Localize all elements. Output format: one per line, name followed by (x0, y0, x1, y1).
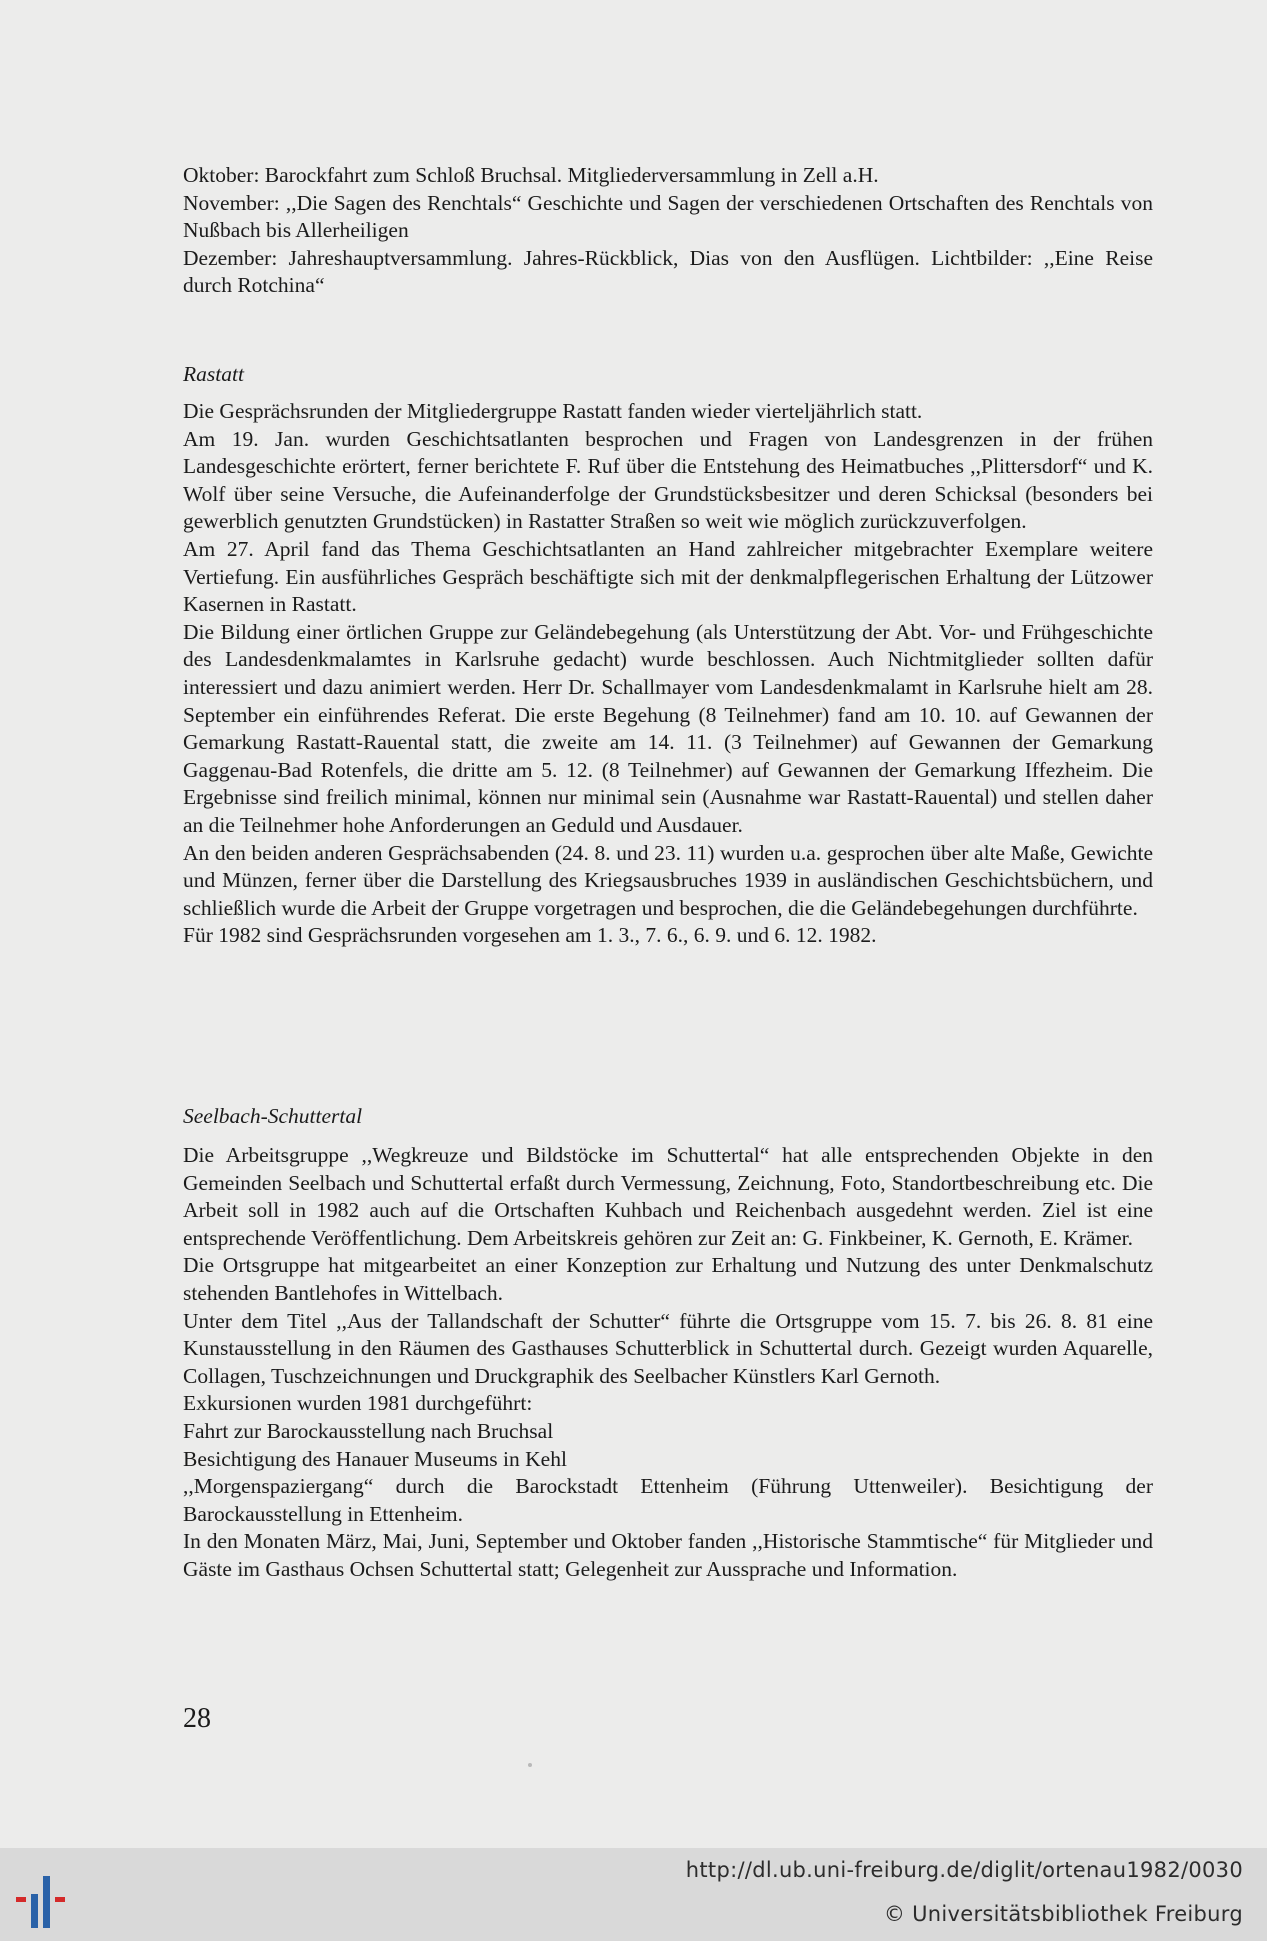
paragraph: Exkursionen wurden 1981 durchgeführt: (183, 1391, 533, 1416)
paragraph: Die Gesprächsrunden der Mitgliedergruppe Rastatt fanden wieder vierteljährlich statt. (183, 399, 923, 423)
paragraph: Für 1982 sind Gesprächsrunden vorgesehen am 1. 3., 7. 6., 6. 9. und 6. 12. 1982. (183, 923, 877, 948)
paragraph: Fahrt zur Barockausstellung nach Bruchsal (183, 1418, 554, 1443)
page-number: 28 (183, 1703, 211, 1734)
paragraph: In den Monaten März, Mai, Juni, September und Oktober fanden ,,Historische Stammtische“ für Mitglieder und Gäste im Gasthaus Ochsen Schuttertal statt; Gelegenheit zur Aussprache und Information. (183, 1529, 1153, 1581)
paragraph: Am 19. Jan. wurden Geschichtsatlanten besprochen und Fragen von Landesgrenzen in der frühen Landesgeschichte erörtert, ferner berichtete F. Ruf über die Entstehung des Heimatbuches ,,Plittersdorf“ und K. Wolf über seine Versuche, die Aufeinanderfolge der Grundstücksbesitzer und deren Schicksal (besonders bei gewerblich genutzten Grundstücken) in Rastatter Straßen so weit wie möglich zurückzuverfolgen. (183, 426, 1153, 534)
copyright-text: © Universitätsbibliothek Freiburg (883, 1902, 1243, 1926)
paragraph: Die Bildung einer örtlichen Gruppe zur Geländebegehung (als Unterstützung der Abt. Vor- und Frühgeschichte des Landesdenkmalamtes in Karlsruhe gedacht) wurde beschlossen. Auch Nichtmitglieder sollten dafür interessiert und dazu animiert werden. Herr Dr. Schallmayer vom Landesdenkmalamt in Karlsruhe hielt am 28. September ein einführendes Referat. Die erste Begehung (8 Teilnehmer) fand am 10. 10. auf Gewannen der Gemarkung Rastatt-Rauental statt, die zweite am 14. 11. (3 Teilnehmer) auf Gewannen der Gemarkung Gaggenau-Bad Rotenfels, die dritte am 5. 12. (8 Teilnehmer) auf Gewannen der Gemarkung Iffezheim. Die Ergebnisse sind freilich minimal, können nur minimal sein (Ausnahme war Rastatt-Rauental) und stellen daher an die Teilnehmer hohe Anforderungen an Geduld und Ausdauer. (183, 619, 1153, 837)
paragraph: Die Arbeitsgruppe ,,Wegkreuze und Bildstöcke im Schuttertal“ hat alle entsprechenden Objekte in den Gemeinden Seelbach und Schuttertal erfaßt durch Vermessung, Zeichnung, Foto, Standortbeschreibung etc. Die Arbeit soll in 1982 auch auf die Ortschaften Kuhbach und Reichenbach ausgedehnt werden. Ziel ist eine entsprechende Veröffentlichung. Dem Arbeitskreis gehören zur Zeit an: G. Finkbeiner, K. Gernoth, E. Krämer. (183, 1143, 1153, 1250)
scan-speck (528, 1763, 532, 1767)
source-url-link[interactable]: http://dl.ub.uni-freiburg.de/diglit/ortenau1982/0030 (685, 1858, 1243, 1882)
paragraph: ,,Morgenspaziergang“ durch die Barockstadt Ettenheim (Führung Uttenweiler). Besichtigung der Barockausstellung in Ettenheim. (183, 1474, 1153, 1526)
paragraph: Dezember: Jahreshauptversammlung. Jahres-Rückblick, Dias von den Ausflügen. Lichtbilder: ,,Eine Reise durch Rotchina“ (183, 245, 1153, 298)
section-heading-seelbach: Seelbach-Schuttertal (183, 1104, 363, 1128)
paragraph: Unter dem Titel ,,Aus der Tallandschaft der Schutter“ führte die Ortsgruppe vom 15. 7. bis 26. 8. 81 eine Kunstausstellung in den Räumen des Gasthauses Schutterblick in Schuttertal durch. Gezeigt wurden Aquarelle, Collagen, Tuschzeichnungen und Druckgraphik des Seelbacher Künstlers Karl Gernoth. (183, 1308, 1153, 1388)
paragraph: Die Ortsgruppe hat mitgearbeitet an einer Konzeption zur Erhaltung und Nutzung des unter Denkmalschutz stehenden Bantlehofes in Wittelbach. (183, 1253, 1153, 1305)
library-logo-icon (14, 1872, 84, 1932)
section-seelbach (183, 1142, 1153, 1584)
section-rastatt (183, 398, 1153, 950)
section-heading-rastatt: Rastatt (183, 362, 244, 386)
paragraph: Besichtigung des Hanauer Museums in Kehl (183, 1446, 567, 1471)
paragraph: An den beiden anderen Gesprächsabenden (24. 8. und 23. 11) wurden u.a. gesprochen über alte Maße, Gewichte und Münzen, ferner über die Darstellung des Kriegsausbruches 1939 in ausländischen Geschichtsbüchern, und schließlich wurde die Arbeit der Gruppe vorgetragen und besprochen, die die Geländebegehungen durchführte. (183, 840, 1153, 920)
footer-bar (0, 1848, 1267, 1941)
paragraph: Oktober: Barockfahrt zum Schloß Bruchsal. Mitgliederversammlung in Zell a.H. (183, 163, 879, 187)
paragraph: Am 27. April fand das Thema Geschichtsatlanten an Hand zahlreicher mitgebrachter Exemplare weitere Vertiefung. Ein ausführliches Gespräch beschäftigte sich mit der denkmalpflegerischen Erhaltung der Lützower Kasernen in Rastatt. (183, 536, 1153, 617)
intro-block (183, 162, 1153, 300)
paragraph: November: ,,Die Sagen des Renchtals“ Geschichte und Sagen der verschiedenen Ortschaften des Renchtals von Nußbach bis Allerheiligen (183, 190, 1153, 243)
